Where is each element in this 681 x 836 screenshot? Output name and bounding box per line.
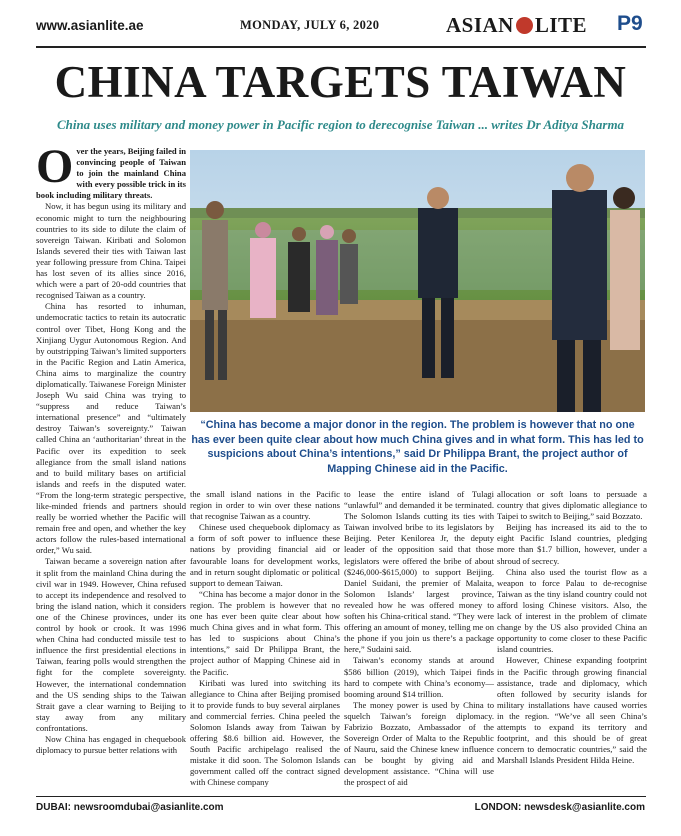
article-photo [190, 150, 645, 412]
lead-paragraph [36, 140, 186, 201]
globe-icon [516, 17, 533, 34]
paragraph: Beijing has increased its aid to the to eight Pacific Island countries, pledging more than $1.7 billion, however, under a shroud of secrecy. [497, 522, 647, 566]
issue-date: MONDAY, JULY 6, 2020 [240, 18, 380, 32]
brand-right: LITE [534, 13, 588, 37]
paragraph: allocation or soft loans to persuade a country that gives diplomatic allegiance to Taipei to switch to Beijing,” said Bozzato. [497, 489, 647, 522]
footer-dubai-contact: DUBAI: newsroomdubai@asianlite.com [36, 802, 224, 813]
paragraph: Now, it has begun using its military and economic might to turn the neighbouring countries to its side to dilute the claim of sovereign Taiwan. Kiribati and Solomon Islands severed their ties with Taiwan last year following pressure from China. Taipei has lost seven of its allies since 2016, which were a part of 20-odd countries that recognised Taiwan as a country. [36, 201, 186, 301]
headline: CHINA TARGETS TAIWAN [54, 57, 627, 107]
paragraph: Now China has engaged in chequebook diplomacy to pursue better relations with [36, 733, 186, 756]
paragraph: the small island nations in the Pacific region in order to win over these nations that recognise Taiwan as a country. [190, 489, 340, 522]
paragraph: However, Chinese expanding footprint in the Pacific through growing financial assistance, trade and diplomacy, which often followed by security islands for military installations have caused worries in the region. “We’ve all seen China’s attempts to expand its territory and footprint, and this should be of great concern to democratic countries,” said the Marshall Islands President Hilda Heine. [497, 655, 647, 766]
article-column-2 [190, 489, 340, 789]
brand-logo [446, 13, 587, 38]
website-url: www.asianlite.ae [36, 18, 144, 33]
article-column-3 [344, 489, 494, 789]
subheadline: China uses military and money power in Pacific region to derecognise Taiwan ... writes Dr Aditya Sharma [56, 117, 625, 132]
article-column-4 [497, 489, 647, 766]
drop-cap: O [36, 140, 74, 193]
footer-london-contact: LONDON: newsdesk@asianlite.com [474, 802, 645, 813]
pull-quote: “China has become a major donor in the region. The problem is however that no one has ever been quite clear about how much China gives and in what form. This has led to suspicions about China’s intentions,” said Dr Philippa Brant, the project author of Mapping Chinese aid in the Pacific. [191, 419, 644, 475]
article-column-1 [36, 140, 186, 756]
masthead-rule [36, 46, 646, 48]
paragraph: China has resorted to inhuman, undemocratic tactics to retain its autocratic control over Tibet, Hong Kong and the Xinjiang Uygur Autonomous Region. And by outstripping Taiwan’s limited supporters in the Pacific Region and Latin America, China aims to marginalize the country diplomatically. Taiwanese Foreign Minister Joseph Wu said China was trying to “suppress and reduce Taiwan’s international presence” and “ultimately destroy Taiwan’s sovereignty.” Taiwan called China an ‘authoritarian’ threat in the Pacific over its expedition to seek allegiance from the small island nations and to build military bases on artificial islands and reefs in the disputed water. “From the long-term strategic perspective, like-minded friends and partners should really be worried whether the Pacific will remain free and open, and whether the key actors follow the rules-based international order,” Wu said. [36, 301, 186, 556]
paragraph: The money power is used by China to squelch Taiwan’s foreign diplomacy. Fabrizio Bozzato, Ambassador of the Sovereign Order of Malta to the Republic of Nauru, said the Chinese knew influence can be bought by giving aid and development assistance. “China will use the prospect of aid [344, 699, 494, 788]
photo-illustration [190, 150, 645, 412]
paragraph: “China has become a major donor in the region. The problem is however that no one has ever been quite clear about how much China gives and in what form. This has led to suspicions about China’s intentions,” said Dr Philippa Brant, the project author of Mapping Chinese aid in the Pacific. [190, 588, 340, 677]
paragraph: China also used the tourist flow as a weapon to force Palau to de-recognise Taiwan as the tiny island country could not afford losing Chinese visitors. Also, the lack of interest in the problem of climate change by the US also provided China an opportunity to come closer to these Pacific island countries. [497, 566, 647, 655]
paragraph: Chinese used chequebook diplomacy as a form of soft power to influence these nations by providing financial aid or favourable loans for development works, and in return sought diplomatic or political support to demean Taiwan. [190, 522, 340, 588]
brand-left: ASIAN [446, 13, 514, 37]
paragraph: to lease the entire island of Tulagi “unlawful” and demanded it be terminated. The Solomon Islands cutting its ties with Taiwan involved bribe to its legislators by Beijing. Peter Kenilorea Jr, the deputy leader of the opposition said that those legislators were offered the bribe of about ($246,000-$615,000) to support Beijing. Daniel Suidani, the premier of Malaita, Solomon Islands’ largest province, revealed how he was offered money to soften his China-critical stand. “They were offering an amount of money, telling me on the phone if you join us there’s a package here,” Sudaini said. [344, 489, 494, 655]
paragraph: Taiwan’s economy stands at around $586 billion (2019), which Taipei finds hard to compete with China’s economy—booming around $14 trillion. [344, 655, 494, 699]
footer-rule [36, 796, 646, 797]
paragraph: Kiribati was lured into switching its allegiance to China after Beijing promised it to provide funds to buy several airplanes and commercial ferries. China peeled the Solomon Islands away from Taiwan by offering $8.6 billion aid. However, the South Pacific archipelago realised the mistake it did soon. The Solomon Islands government called off the contract signed with Chinese company [190, 677, 340, 788]
page-number: P9 [617, 12, 643, 35]
paragraph: Taiwan became a sovereign nation after it split from the mainland China during the civil war in 1949. However, China refused to accept its independence and resolved to bring the island nation, which it considers one of the Chinese provinces, under its control by hook or crook. It was 1996 when China had conducted missile test to influence the first presidential elections in Taiwan, fearing polls would strengthen the fight for the complete sovereignty. However, the international condemnation and the US sending ships to the Taiwan Strait gave a clear warning to Beijing to stay away from any military confrontations. [36, 556, 186, 733]
lead-text: ver the years, Beijing failed in convincing people of Taiwan to join the mainland China with every possible trick in its book including military threats. [36, 146, 186, 201]
